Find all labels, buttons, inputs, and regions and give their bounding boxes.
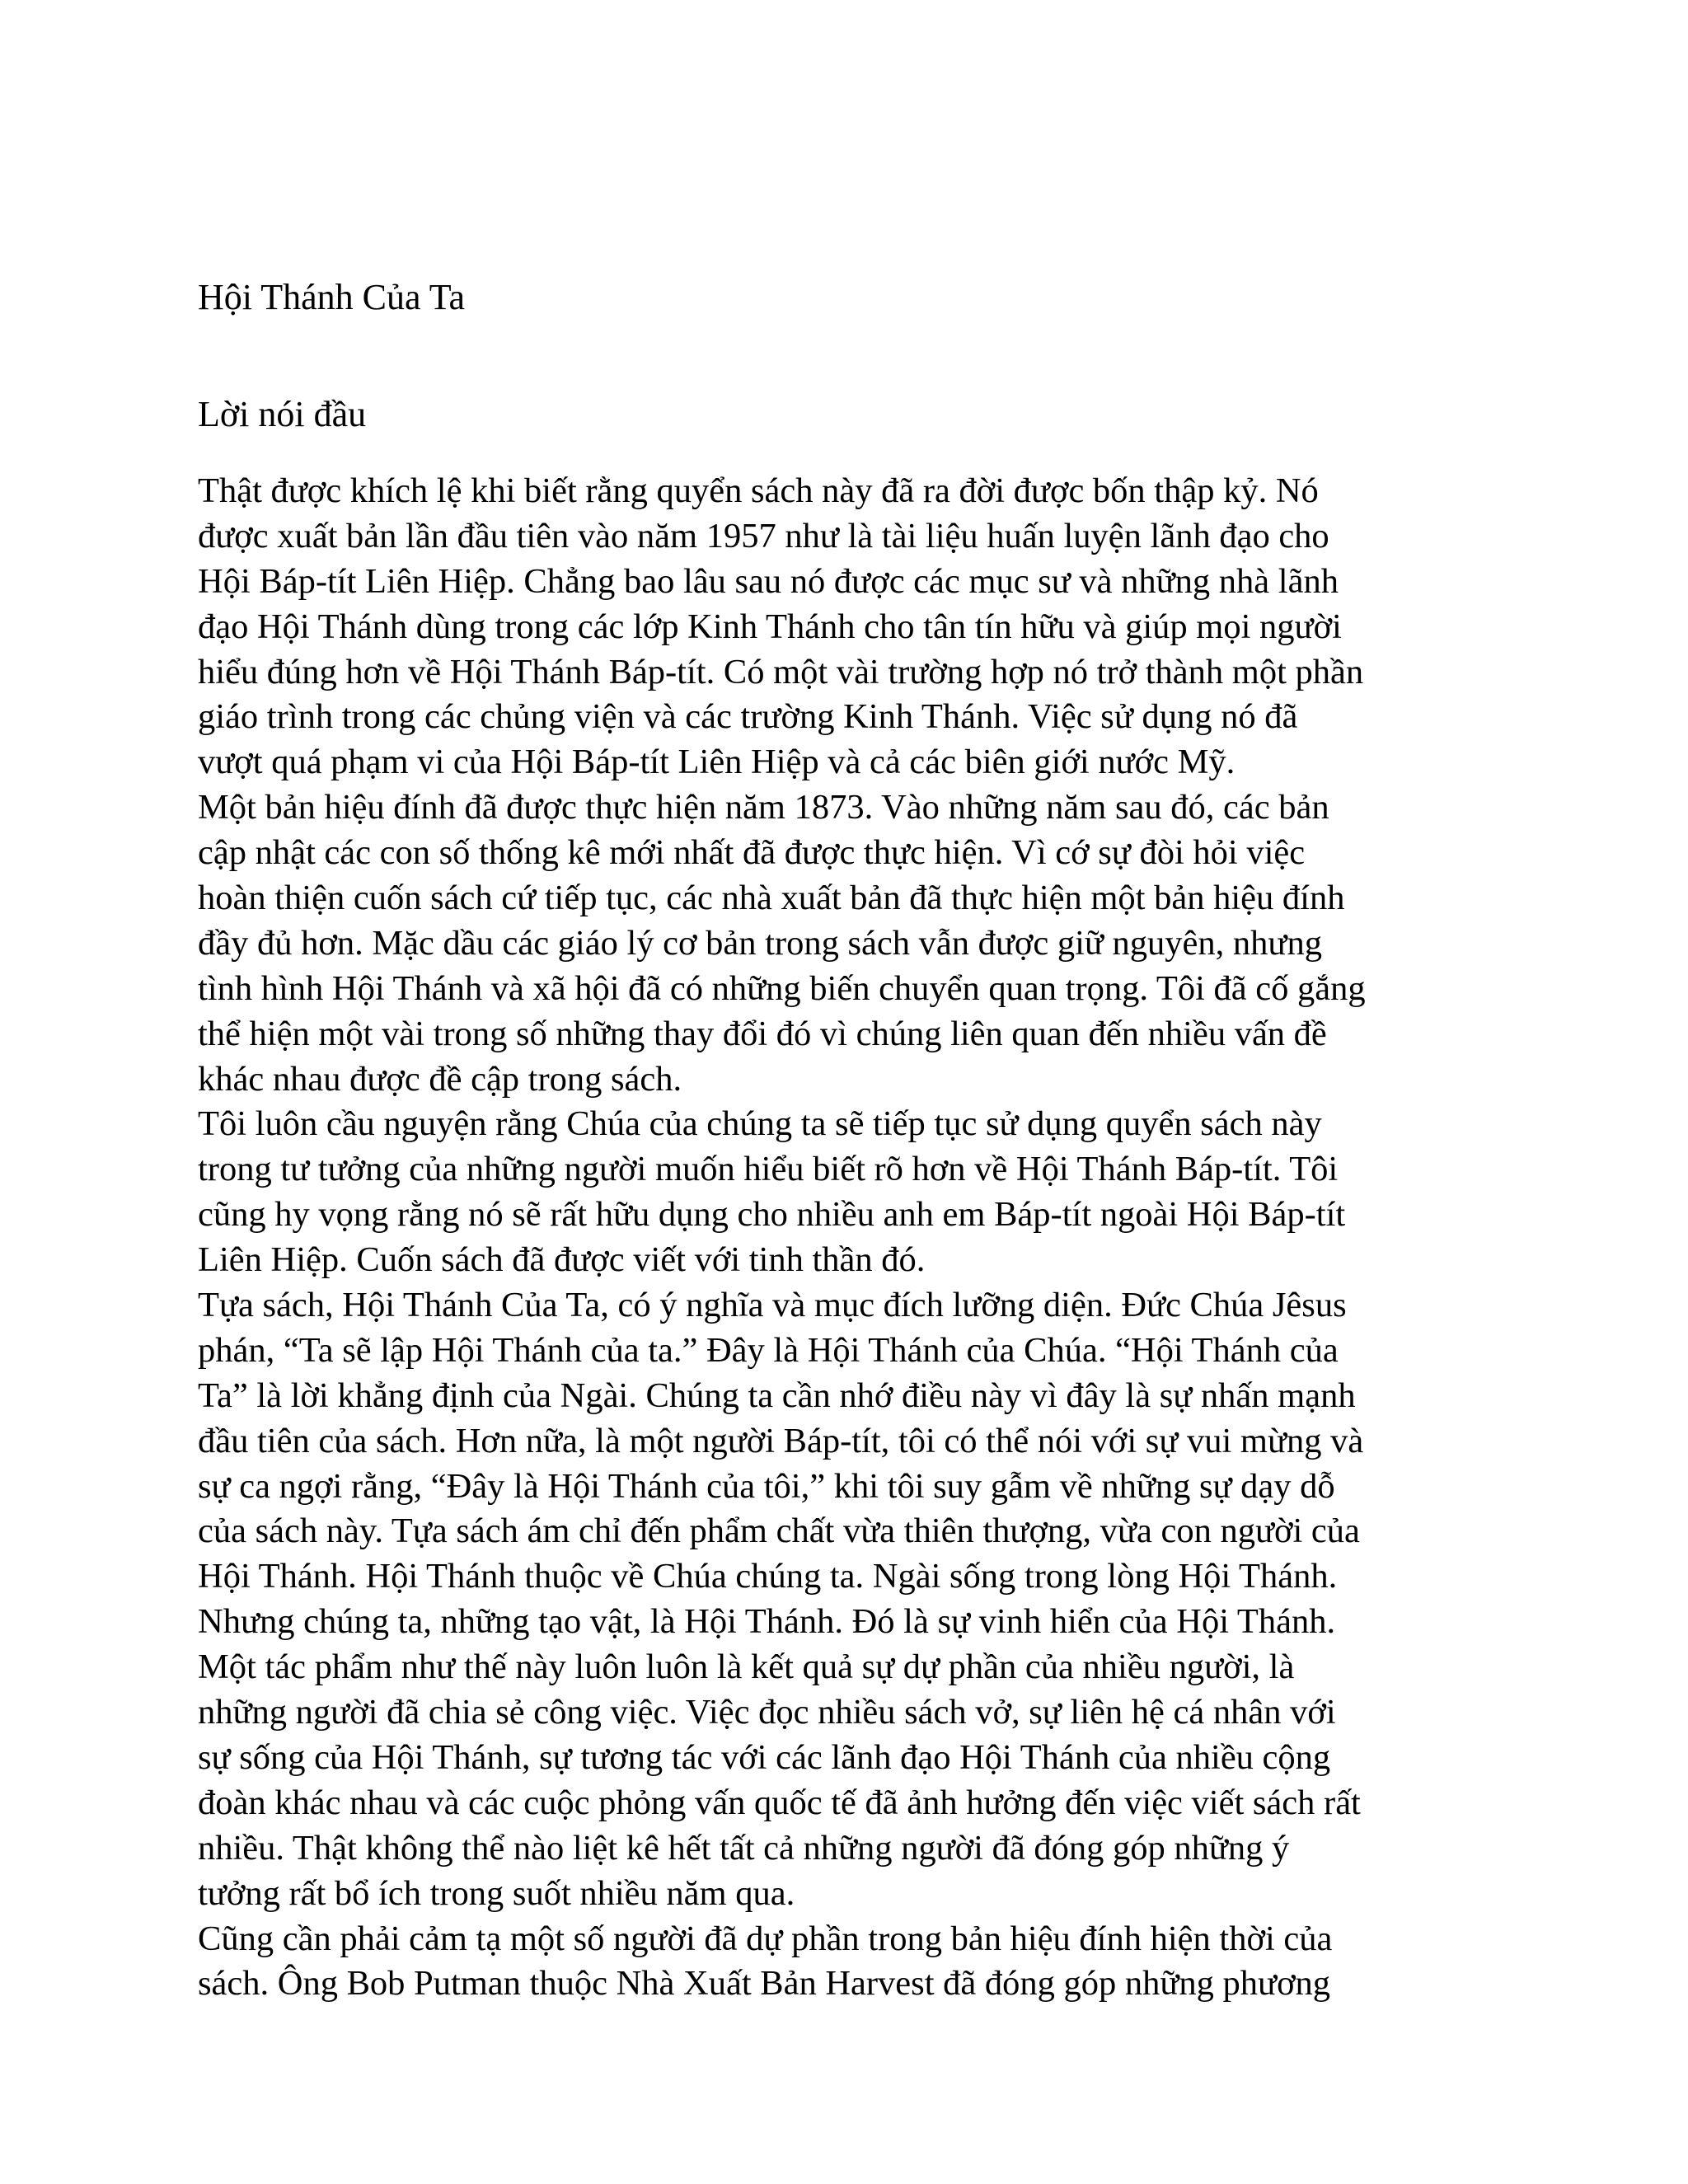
document-title: Hội Thánh Của Ta xyxy=(198,277,466,317)
text-line: sách. Ông Bob Putman thuộc Nhà Xuất Bản Harvest đã đóng góp những phương xyxy=(198,1964,1331,2004)
text-line: được xuất bản lần đầu tiên vào năm 1957 như là tài liệu huấn luyện lãnh đạo cho xyxy=(198,516,1329,555)
text-line: Nhưng chúng ta, những tạo vật, là Hội Thánh. Đó là sự vinh hiển của Hội Thánh. xyxy=(198,1602,1336,1642)
text-line: sự sống của Hội Thánh, sự tương tác với các lãnh đạo Hội Thánh của nhiều cộng xyxy=(198,1737,1331,1777)
text-line: tưởng rất bổ ích trong suốt nhiều năm qua. xyxy=(198,1873,795,1913)
text-line: đoàn khác nhau và các cuộc phỏng vấn quốc tế đã ảnh hưởng đến việc viết sách rất xyxy=(198,1783,1361,1822)
text-line: đạo Hội Thánh dùng trong các lớp Kinh Thánh cho tân tín hữu và giúp mọi người xyxy=(198,607,1342,646)
text-line: Tôi luôn cầu nguyện rằng Chúa của chúng ta sẽ tiếp tục sử dụng quyển sách này xyxy=(198,1104,1322,1144)
section-title: Lời nói đầu xyxy=(198,394,367,434)
text-line: trong tư tưởng của những người muốn hiểu biết rõ hơn về Hội Thánh Báp-tít. Tôi xyxy=(198,1150,1339,1189)
text-line: đầy đủ hơn. Mặc dầu các giáo lý cơ bản trong sách vẫn được giữ nguyên, nhưng xyxy=(198,923,1322,963)
text-line: Hội Báp-tít Liên Hiệp. Chẳng bao lâu sau nó được các mục sư và những nhà lãnh xyxy=(198,561,1339,601)
text-line: Một bản hiệu đính đã được thực hiện năm 1873. Vào những năm sau đó, các bản xyxy=(198,788,1329,827)
text-line: giáo trình trong các chủng viện và các trường Kinh Thánh. Việc sử dụng nó đã xyxy=(198,697,1298,737)
text-line: phán, “Ta sẽ lập Hội Thánh của ta.” Đây là Hội Thánh của Chúa. “Hội Thánh của xyxy=(198,1330,1339,1370)
text-line: Thật được khích lệ khi biết rằng quyển sách này đã ra đời được bốn thập kỷ. Nó xyxy=(198,471,1319,510)
text-line: vượt quá phạm vi của Hội Báp-tít Liên Hiệp và cả các biên giới nước Mỹ. xyxy=(198,743,1236,782)
text-line: hiểu đúng hơn về Hội Thánh Báp-tít. Có một vài trường hợp nó trở thành một phần xyxy=(198,652,1364,691)
text-line: Cũng cần phải cảm tạ một số người đã dự phần trong bản hiệu đính hiện thời của xyxy=(198,1919,1333,1958)
text-line: sự ca ngợi rằng, “Đây là Hội Thánh của tôi,” khi tôi suy gẫm về những sự dạy dỗ xyxy=(198,1466,1335,1506)
text-line: nhiều. Thật không thể nào liệt kê hết tất cả những người đã đóng góp những ý xyxy=(198,1828,1290,1868)
text-line: tình hình Hội Thánh và xã hội đã có những biến chuyển quan trọng. Tôi đã cố gắng xyxy=(198,968,1366,1008)
body-text xyxy=(198,469,1508,2007)
text-line: Một tác phẩm như thế này luôn luôn là kết quả sự dự phần của nhiều người, là xyxy=(198,1647,1295,1687)
text-line: hoàn thiện cuốn sách cứ tiếp tục, các nhà xuất bản đã thực hiện một bản hiệu đính xyxy=(198,879,1345,918)
text-line: đầu tiên của sách. Hơn nữa, là một người Báp-tít, tôi có thể nói với sự vui mừng và xyxy=(198,1421,1364,1460)
text-line: của sách này. Tựa sách ám chỉ đến phẩm chất vừa thiên thượng, vừa con người của xyxy=(198,1511,1360,1551)
text-line: Tựa sách, Hội Thánh Của Ta, có ý nghĩa và mục đích lưỡng diện. Đức Chúa Jêsus xyxy=(198,1286,1347,1325)
text-line: Ta” là lời khẳng định của Ngài. Chúng ta cần nhớ điều này vì đây là sự nhấn mạnh xyxy=(198,1376,1356,1415)
text-line: những người đã chia sẻ công việc. Việc đọc nhiều sách vở, sự liên hệ cá nhân với xyxy=(198,1693,1336,1732)
text-line: Liên Hiệp. Cuốn sách đã được viết với tinh thần đó. xyxy=(198,1240,926,1280)
text-line: cập nhật các con số thống kê mới nhất đã được thực hiện. Vì cớ sự đòi hỏi việc xyxy=(198,833,1306,873)
text-line: thể hiện một vài trong số những thay đổi đó vì chúng liên quan đến nhiều vấn đề xyxy=(198,1014,1327,1053)
text-line: cũng hy vọng rằng nó sẽ rất hữu dụng cho nhiều anh em Báp-tít ngoài Hội Báp-tít xyxy=(198,1195,1346,1235)
text-line: khác nhau được đề cập trong sách. xyxy=(198,1059,682,1099)
text-line: Hội Thánh. Hội Thánh thuộc về Chúa chúng ta. Ngài sống trong lòng Hội Thánh. xyxy=(198,1557,1338,1596)
